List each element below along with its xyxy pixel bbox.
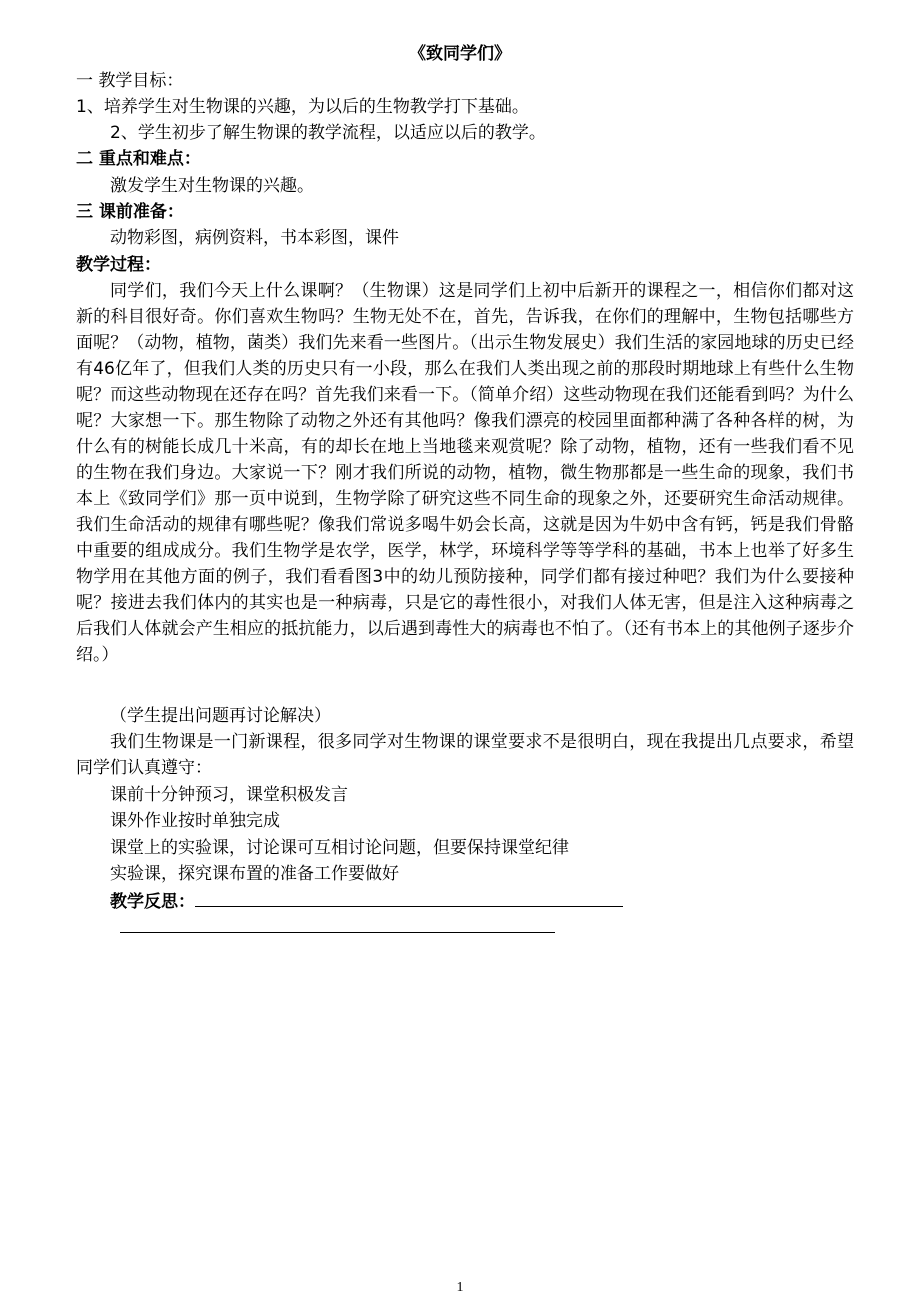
reflection-label: 教学反思： <box>110 892 195 912</box>
preparation-text: 动物彩图，病例资料，书本彩图，课件 <box>110 228 399 248</box>
page-number: 1 <box>456 1280 464 1295</box>
requirement-item: 课前十分钟预习，课堂积极发言 <box>110 785 348 805</box>
preparation-heading: 三 课前准备： <box>76 202 184 222</box>
requirement-item: 实验课，探究课布置的准备工作要做好 <box>110 864 399 884</box>
document-title: 《致同学们》 <box>409 44 511 64</box>
objective-2: 2、学生初步了解生物课的教学流程，以适应以后的教学。 <box>110 123 546 143</box>
objectives-heading: 一 教学目标： <box>76 71 184 91</box>
reflection-heading <box>110 888 623 915</box>
requirement-item: 课外作业按时单独完成 <box>110 811 280 831</box>
requirements-intro: 我们生物课是一门新课程，很多同学对生物课的课堂要求不是很明白，现在我提出几点要求，希望同学们认真遵守： <box>76 732 854 778</box>
key-points-heading: 二 重点和难点： <box>76 149 201 169</box>
reflection-second-line <box>120 932 555 933</box>
discussion-note: （学生提出问题再讨论解决） <box>110 706 331 726</box>
process-paragraph: 同学们，我们今天上什么课啊？（生物课）这是同学们上初中后新开的课程之一，相信你们都对这新的科目很好奇。你们喜欢生物吗？生物无处不在，首先，告诉我，在你们的理解中，生物包括哪些方面呢？（动物，植物，菌类）我们先来看一些图片。（出示生物发展史）我们生活的家园地球的历史已经有46亿年了，但我们人类的历史只有一小段，那么在我们人类出现之前的那段时期地球上有些什么生物呢？而这些动物现在还存在吗？首先我们来看一下。（简单介绍）这些动物现在我们还能看到吗？为什么呢？大家想一下。那生物除了动物之外还有其他吗？像我们漂亮的校园里面都种满了各种各样的树，为什么有的树能长成几十米高，有的却长在地上当地毯来观赏呢？除了动物，植物，还有一些我们看不见的生物在我们身边。大家说一下？刚才我们所说的动物，植物，微生物那都是一些生命的现象，我们书本上《致同学们》那一页中说到，生物学除了研究这些不同生命的现象之外，还要研究生命活动规律。我们生命活动的规律有哪些呢？像我们常说多喝牛奶会长高，这就是因为牛奶中含有钙，钙是我们骨骼中重要的组成成分。我们生物学是农学，医学，林学，环境科学等等学科的基础，书本上也举了好多生物学用在其他方面的例子，我们看看图3中的幼儿预防接种，同学们都有接过种吧？我们为什么要接种呢？接进去我们体内的其实也是一种病毒，只是它的毒性很小，对我们人体无害，但是注入这种病毒之后我们人体就会产生相应的抵抗能力，以后遇到毒性大的病毒也不怕了。（还有书本上的其他例子逐步介绍。） <box>76 281 854 665</box>
reflection-blank-line <box>195 888 623 907</box>
process-heading: 教学过程： <box>76 255 161 275</box>
objective-1: 1、培养学生对生物课的兴趣，为以后的生物教学打下基础。 <box>76 97 529 117</box>
key-points-text: 激发学生对生物课的兴趣。 <box>110 176 314 196</box>
requirement-item: 课堂上的实验课，讨论课可互相讨论问题，但要保持课堂纪律 <box>110 838 569 858</box>
